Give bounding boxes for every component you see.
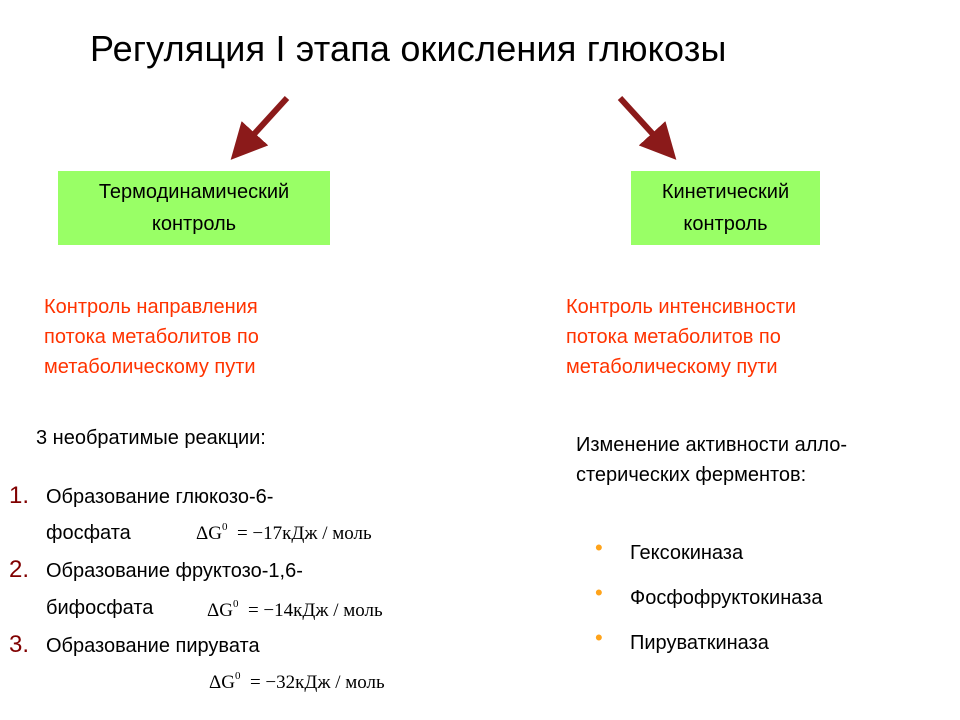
description-line: метаболическому пути [44, 356, 256, 378]
allosteric-enzymes-heading [576, 430, 847, 490]
irreversible-reactions-heading: 3 необратимые реакции: [36, 427, 266, 449]
kinetic-control-box [631, 171, 820, 245]
left-description [44, 292, 259, 382]
delta-g-formula [196, 521, 372, 545]
slide-title: Регуляция I этапа окисления глюкозы [90, 28, 727, 69]
formula-symbol: ΔG [209, 672, 235, 693]
formula-value: −14кДж / моль [263, 600, 383, 621]
bullet-icon: • [595, 535, 603, 560]
right-description [566, 292, 796, 382]
arrow-left [246, 98, 287, 143]
formula-value: −32кДж / моль [265, 672, 385, 693]
formula-symbol: ΔG [207, 600, 233, 621]
heading-line: Изменение активности алло- [576, 434, 848, 456]
enzyme-pyruvate-kinase: Пируваткиназа [630, 632, 769, 654]
bullet-icon: • [595, 625, 603, 650]
reaction-1-line1: Образование глюкозо-6- [46, 486, 274, 508]
description-line: Контроль интенсивности [566, 296, 797, 318]
description-line: Контроль направления [44, 296, 258, 318]
reaction-3-line1: Образование пирувата [46, 635, 260, 657]
box-line: Кинетический [661, 181, 790, 203]
formula-superscript: 0 [232, 598, 239, 610]
description-line: потока метаболитов по [44, 326, 259, 348]
reaction-number: 2. [9, 556, 30, 583]
thermodynamic-control-box [58, 171, 330, 245]
delta-g-formula [209, 670, 385, 694]
formula-superscript: 0 [221, 521, 228, 533]
bullet-icon: • [595, 580, 603, 605]
heading-line: стерических ферментов: [576, 464, 807, 486]
reaction-number: 3. [9, 631, 30, 658]
formula-value: −17кДж / моль [252, 523, 372, 544]
reaction-number: 1. [9, 482, 30, 509]
description-line: метаболическому пути [566, 356, 778, 378]
box-line: Термодинамический [98, 181, 290, 203]
formula-symbol: ΔG [196, 523, 222, 544]
box-line: контроль [683, 213, 768, 235]
reaction-2-line2: бифосфата [46, 597, 154, 619]
delta-g-formula [207, 598, 383, 622]
arrow-right [620, 98, 661, 143]
reaction-2-line1: Образование фруктозо-1,6- [46, 560, 303, 582]
formula-equals: = [249, 672, 261, 693]
description-line: потока метаболитов по [566, 326, 781, 348]
formula-equals: = [236, 523, 248, 544]
reaction-1-line2: фосфата [46, 522, 131, 544]
box-line: контроль [151, 213, 237, 235]
enzyme-hexokinase: Гексокиназа [630, 542, 744, 564]
formula-superscript: 0 [234, 670, 241, 682]
formula-equals: = [247, 600, 259, 621]
enzyme-phosphofructokinase: Фосфофруктокиназа [630, 587, 823, 609]
